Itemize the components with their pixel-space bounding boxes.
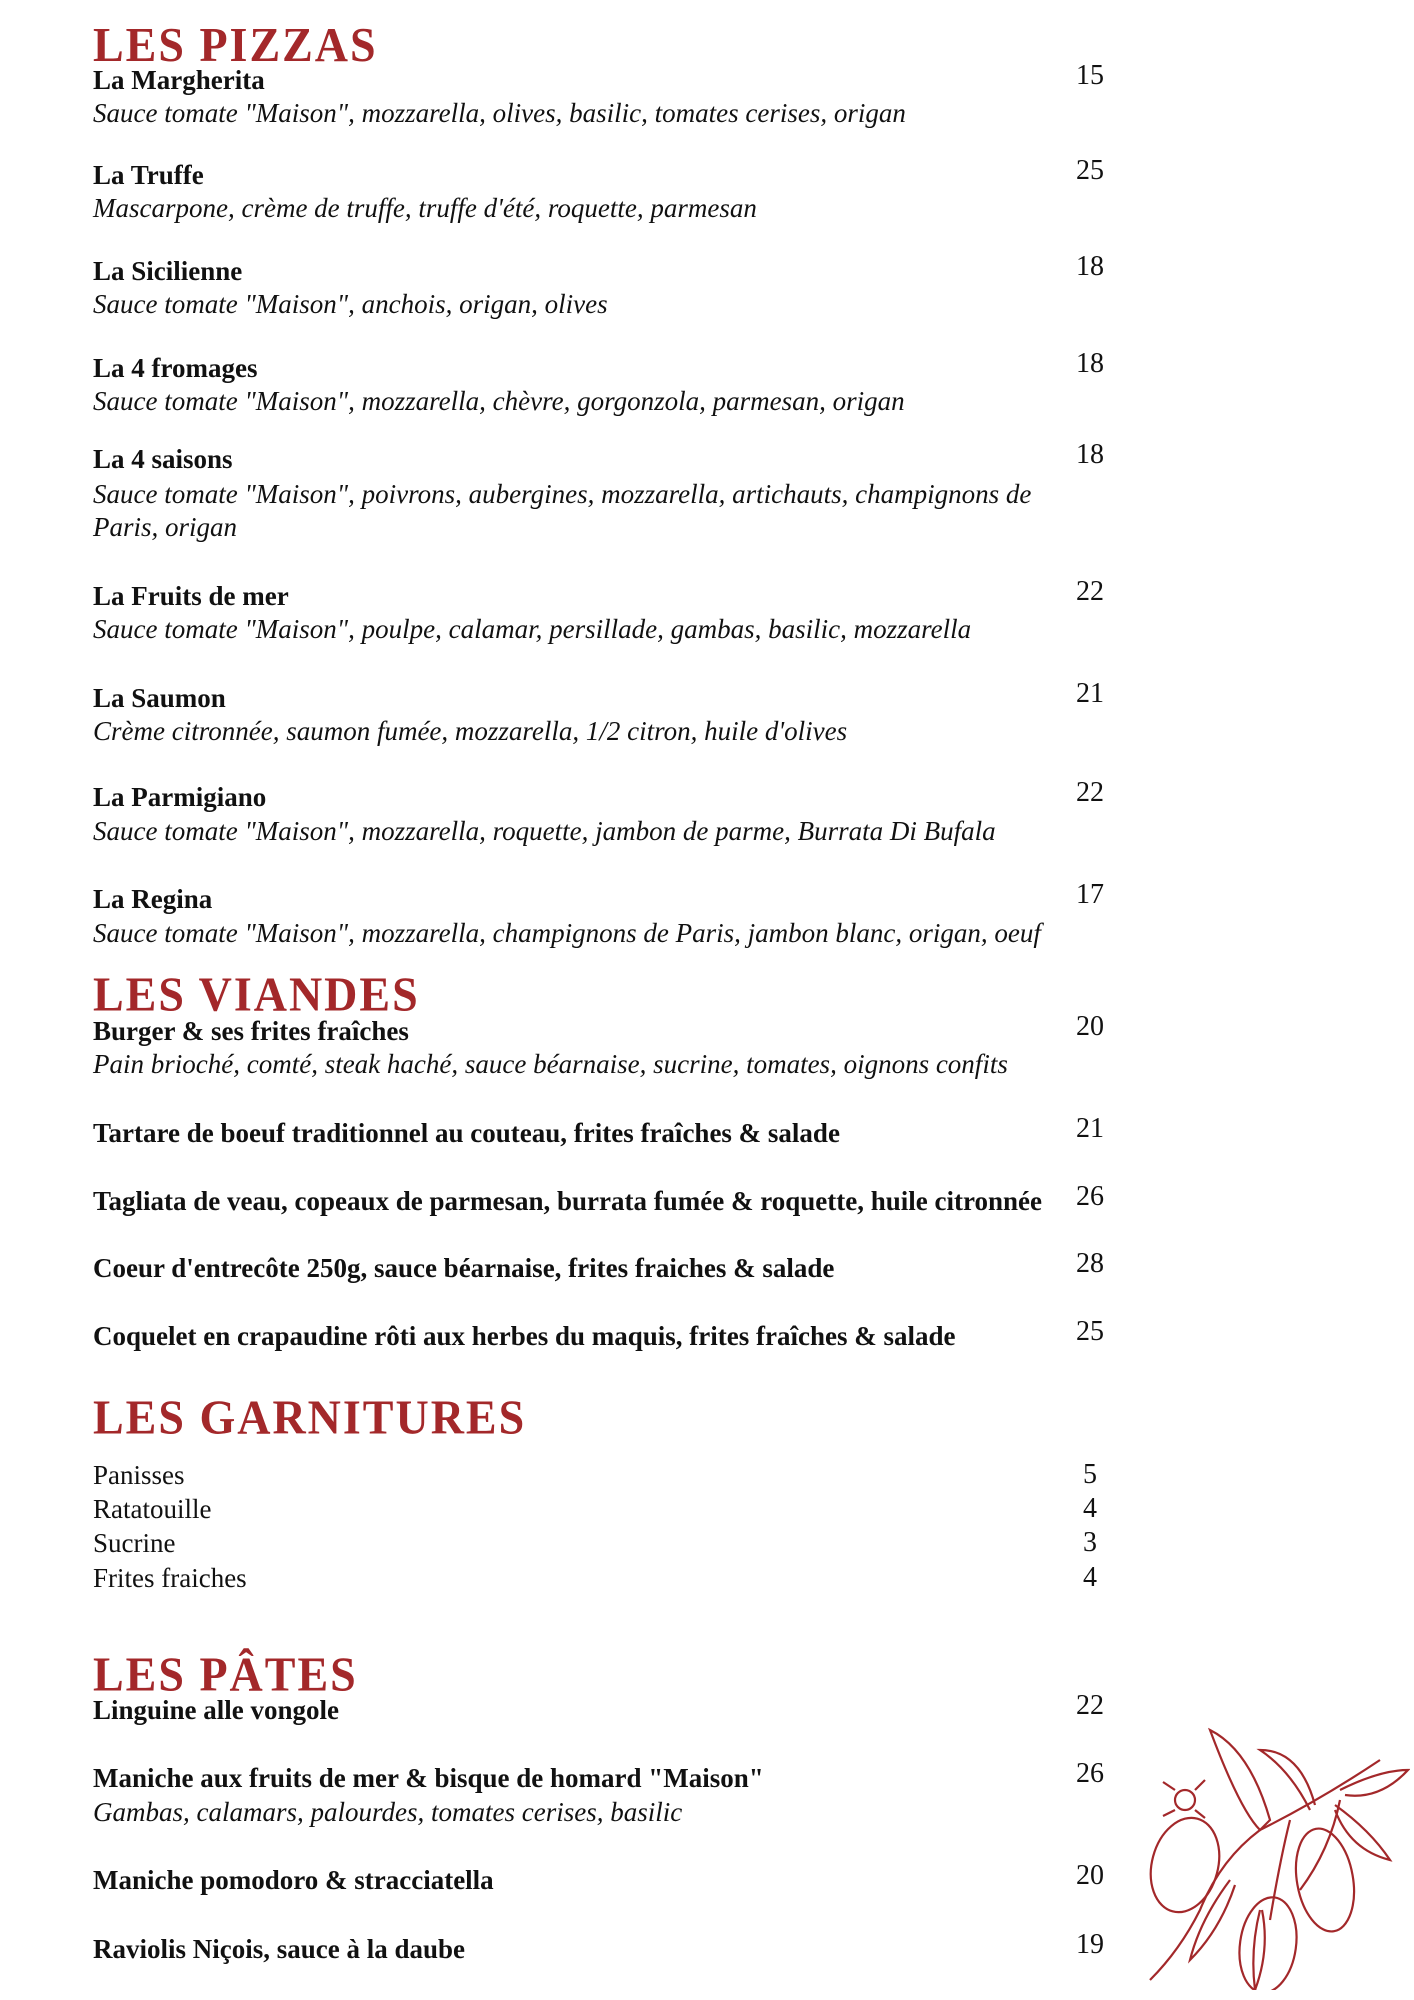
menu-item-price: 25 <box>1076 155 1104 186</box>
menu-item-price: 4 <box>1083 1562 1097 1593</box>
menu-item-price: 18 <box>1076 251 1104 282</box>
menu-item-name: Raviolis Niçois, sauce à la daube <box>93 1934 466 1964</box>
menu-item-name: La 4 saisons <box>93 444 233 474</box>
menu-item-name: La 4 fromages <box>93 353 258 383</box>
menu-item-price: 18 <box>1076 439 1104 470</box>
menu-item-description: Pain brioché, comté, steak haché, sauce béarnaise, sucrine, tomates, oignons confits <box>93 1049 1008 1079</box>
menu-item-price: 22 <box>1076 576 1104 607</box>
menu-item-description: Mascarpone, crème de truffe, truffe d'été, roquette, parmesan <box>93 193 757 223</box>
menu-item-name: La Fruits de mer <box>93 581 289 611</box>
menu-item-price: 15 <box>1076 60 1104 91</box>
menu-item-name: Tartare de boeuf traditionnel au couteau, frites fraîches & salade <box>93 1118 840 1148</box>
menu-item-price: 3 <box>1083 1527 1097 1558</box>
section-heading: LES PIZZAS <box>93 17 378 72</box>
menu-item-name: La Parmigiano <box>93 782 267 812</box>
menu-item-name: La Margherita <box>93 65 265 95</box>
menu-item-description: Sauce tomate "Maison", mozzarella, chèvre, gorgonzola, parmesan, origan <box>93 386 905 416</box>
menu-item-price: 22 <box>1076 777 1104 808</box>
menu-item-description: Crème citronnée, saumon fumée, mozzarella, 1/2 citron, huile d'olives <box>93 716 848 746</box>
section-heading: LES GARNITURES <box>93 1390 527 1445</box>
menu-item-name: Maniche pomodoro & stracciatella <box>93 1865 494 1895</box>
menu-item-price: 17 <box>1076 879 1104 910</box>
menu-item-name: Frites fraiches <box>93 1563 247 1593</box>
menu-item-name: La Regina <box>93 884 213 914</box>
menu-item-name: Burger & ses frites fraîches <box>93 1016 409 1046</box>
menu-item-price: 4 <box>1083 1493 1097 1524</box>
menu-item-description: Sauce tomate "Maison", anchois, origan, olives <box>93 289 608 319</box>
menu-item-name: La Saumon <box>93 683 226 713</box>
menu-item-description: Sauce tomate "Maison", mozzarella, roquette, jambon de parme, Burrata Di Bufala <box>93 816 996 846</box>
menu-item-price: 21 <box>1076 678 1104 709</box>
menu-item-price: 20 <box>1076 1011 1104 1042</box>
menu-item-description: Sauce tomate "Maison", mozzarella, olives, basilic, tomates cerises, origan <box>93 98 906 128</box>
menu-item-price: 26 <box>1076 1181 1104 1212</box>
menu-item-price: 5 <box>1083 1459 1097 1490</box>
menu-item-price: 20 <box>1076 1860 1104 1891</box>
menu-item-price: 26 <box>1076 1758 1104 1789</box>
menu-item-name: Ratatouille <box>93 1494 212 1524</box>
menu-item-price: 25 <box>1076 1316 1104 1347</box>
menu-item-description: Sauce tomate "Maison", poivrons, aubergines, mozzarella, artichauts, champignons de Paris, origan <box>93 479 1032 542</box>
menu-item-description: Gambas, calamars, palourdes, tomates cerises, basilic <box>93 1797 683 1827</box>
olive-branch-icon <box>1140 1710 1410 1990</box>
menu-item-price: 18 <box>1076 348 1104 379</box>
menu-item-price: 22 <box>1076 1690 1104 1721</box>
menu-item-price: 21 <box>1076 1113 1104 1144</box>
menu-item-description: Sauce tomate "Maison", mozzarella, champignons de Paris, jambon blanc, origan, oeuf <box>93 918 1041 948</box>
menu-item-name: Coquelet en crapaudine rôti aux herbes du maquis, frites fraîches & salade <box>93 1321 956 1351</box>
menu-item-name: La Sicilienne <box>93 256 243 286</box>
menu-item-name: Panisses <box>93 1460 185 1490</box>
menu-item-name: Maniche aux fruits de mer & bisque de homard "Maison" <box>93 1763 764 1793</box>
menu-item-name: Sucrine <box>93 1528 176 1558</box>
menu-item-price: 19 <box>1076 1929 1104 1960</box>
menu-item-name: Linguine alle vongole <box>93 1695 340 1725</box>
menu-item-name: La Truffe <box>93 160 204 190</box>
menu-item-name: Coeur d'entrecôte 250g, sauce béarnaise, frites fraiches & salade <box>93 1253 835 1283</box>
menu-item-price: 28 <box>1076 1248 1104 1279</box>
section-heading: LES PÂTES <box>93 1647 358 1702</box>
menu-item-description: Sauce tomate "Maison", poulpe, calamar, persillade, gambas, basilic, mozzarella <box>93 614 972 644</box>
menu-item-name: Tagliata de veau, copeaux de parmesan, burrata fumée & roquette, huile citronnée <box>93 1186 1042 1216</box>
section-heading: LES VIANDES <box>93 967 420 1022</box>
